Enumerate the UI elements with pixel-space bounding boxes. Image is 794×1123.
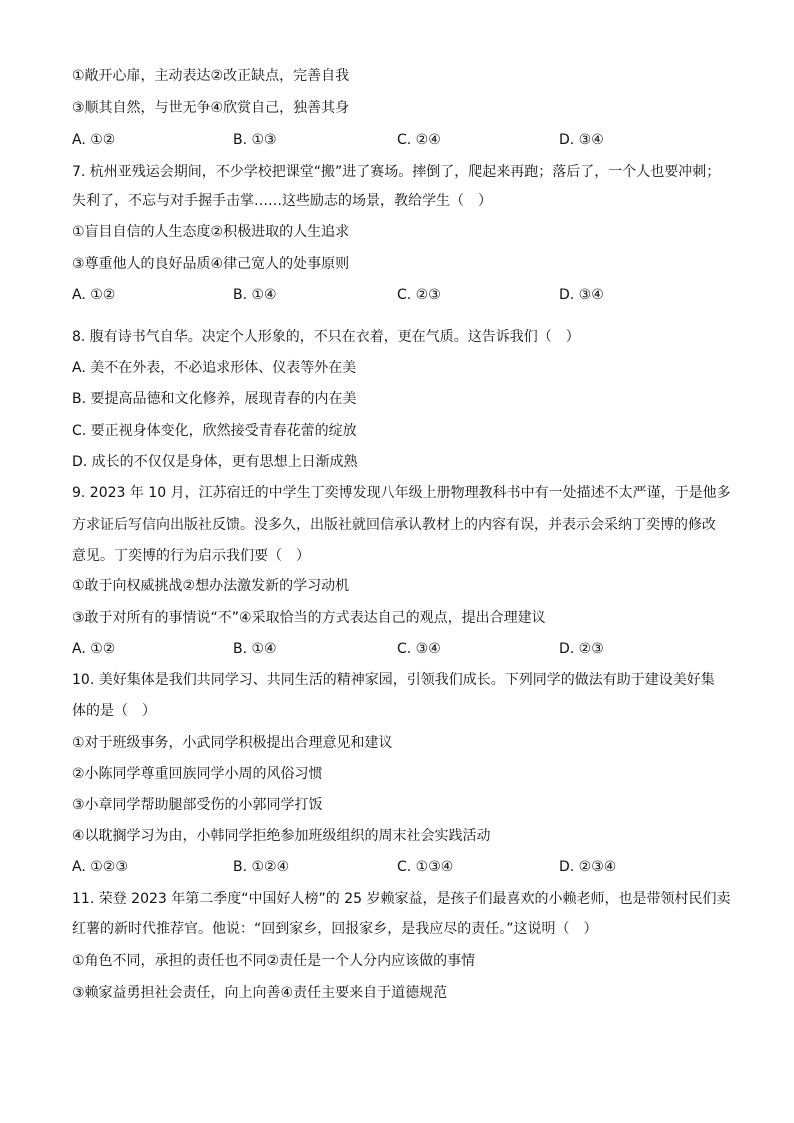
q7-option-d: D. ③④ — [559, 287, 604, 303]
q11-stem-line-1: 11. 荣登 2023 年第二季度“中国好人榜”的 25 岁赖家益，是孩子们最喜欢的小赖老师，也是带领村民们卖 — [72, 891, 731, 907]
q10-stem-line-1: 10. 美好集体是我们共同学习、共同生活的精神家园，引领我们成长。下列同学的做法有助于建设美好集 — [72, 672, 715, 688]
q10-option-d: D. ②③④ — [559, 859, 617, 875]
q8-option-a: A. 美不在外表，不必追求形体、仪表等外在美 — [72, 360, 357, 376]
q6-option-d: D. ③④ — [559, 132, 604, 148]
q6-options — [72, 130, 732, 150]
q9-option-b: B. ①④ — [233, 641, 277, 657]
q10-statement-1: ①对于班级事务，小武同学积极提出合理意见和建议 — [72, 735, 393, 751]
q8-option-d: D. 成长的不仅仅是身体，更有思想上日渐成熟 — [72, 454, 358, 470]
q7-stem-line-2: 失利了，不忘与对手握手击掌……这些励志的场景，教给学生（ ） — [72, 193, 492, 209]
q8-option-b: B. 要提高品德和文化修养，展现青春的内在美 — [72, 391, 357, 407]
q10-option-a: A. ①②③ — [72, 859, 128, 875]
q6-option-b: B. ①③ — [233, 132, 277, 148]
q6-statements-3-4: ③顺其自然，与世无争④欣赏自己，独善其身 — [72, 100, 350, 116]
q11-statements-1-2: ①角色不同，承担的责任也不同②责任是一个人分内应该做的事情 — [72, 953, 476, 969]
q9-stem-line-2: 方求证后写信向出版社反馈。没多久，出版社就回信承认教材上的内容有误，并表示会采纳丁奕博的修改 — [72, 517, 716, 533]
q6-option-c: C. ②④ — [397, 132, 441, 148]
q9-option-a: A. ①② — [72, 641, 116, 657]
q10-option-b: B. ①②④ — [233, 859, 290, 875]
q10-option-c: C. ①③④ — [397, 859, 454, 875]
q10-stem-line-2: 体的是（ ） — [72, 703, 156, 719]
q7-options — [72, 285, 732, 305]
q9-stem-line-1: 9. 2023 年 10 月，江苏宿迁的中学生丁奕博发现八年级上册物理教科书中有一处描述不太严谨，于是他多 — [72, 485, 731, 501]
q10-statement-3: ③小章同学帮助腿部受伤的小郭同学打饭 — [72, 797, 323, 813]
q11-statements-3-4: ③赖家益勇担社会责任，向上向善④责任主要来自于道德规范 — [72, 985, 448, 1001]
q9-stem-line-3: 意见。丁奕博的行为启示我们要（ ） — [72, 548, 310, 564]
q7-option-a: A. ①② — [72, 287, 116, 303]
q9-options — [72, 639, 732, 659]
q7-statements-1-2: ①盲目自信的人生态度②积极进取的人生追求 — [72, 224, 350, 240]
q10-statement-2: ②小陈同学尊重回族同学小周的风俗习惯 — [72, 766, 323, 782]
q6-statements-1-2: ①敞开心扉，主动表达②改正缺点，完善自我 — [72, 68, 350, 84]
q7-statements-3-4: ③尊重他人的良好品质④律己宽人的处事原则 — [72, 256, 350, 272]
q9-statements-1-2: ①敢于向权威挑战②想办法激发新的学习动机 — [72, 578, 350, 594]
q8-stem: 8. 腹有诗书气自华。决定个人形象的，不只在衣着，更在气质。这告诉我们（ ） — [72, 329, 580, 345]
q11-stem-line-2: 红薯的新时代推荐官。他说：“回到家乡，回报家乡，是我应尽的责任。”这说明（ ） — [72, 921, 598, 937]
q7-option-b: B. ①④ — [233, 287, 277, 303]
q7-stem-line-1: 7. 杭州亚残运会期间，不少学校把课堂“搬”进了赛场。摔倒了，爬起来再跑；落后了，一个人也要冲刺； — [72, 164, 721, 180]
q10-statement-4: ④以耽搁学习为由，小韩同学拒绝参加班级组织的周末社会实践活动 — [72, 828, 491, 844]
q9-option-c: C. ③④ — [397, 641, 441, 657]
q7-option-c: C. ②③ — [397, 287, 441, 303]
q9-option-d: D. ②③ — [559, 641, 604, 657]
q9-statements-3-4: ③敢于对所有的事情说“不”④采取恰当的方式表达自己的观点，提出合理建议 — [72, 610, 546, 626]
q10-options — [72, 857, 732, 877]
q8-option-c: C. 要正视身体变化，欣然接受青春花蕾的绽放 — [72, 423, 357, 439]
q6-option-a: A. ①② — [72, 132, 116, 148]
